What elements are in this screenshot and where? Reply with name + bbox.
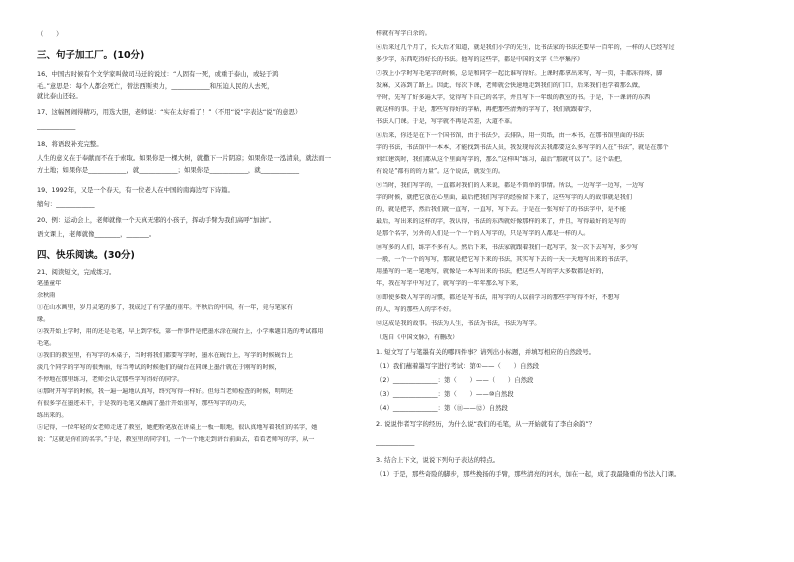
paragraph-9-line-1: ⑨当时，我们写字的，一直都对我们的人来说，都是不简单的事情。所以，一边写字一边写，一边写	[376, 182, 645, 189]
q18-line-3: 方土地；如果你是____________，就____________；如果你是____________，就____________	[37, 166, 300, 174]
question-2-answer-blank: ____________	[376, 438, 415, 446]
paragraph-6-line-1: ⑥后来过几个月了，长大后才知道，就是我们小学的先生，比书法家的书法还要早一百年的，一样的人已经写过	[376, 44, 675, 51]
article-author: 余秋雨	[37, 292, 56, 299]
question-1-item-1: （1）我们蘸着墨写字进行考试：第①——（ ）自然段	[376, 362, 540, 370]
section-4-heading: 四、快乐阅读。(30分)	[37, 250, 135, 261]
paragraph-12-line-1: ⑫这成是我的故事。书法为人生，书法为书法，书法为写字。	[376, 320, 541, 327]
paragraph-7-line-4: 就这样的事。于是，那些写得好的字帖，再把那些清秀的字写了，我们就跟着学，	[376, 106, 596, 113]
paragraph-7-line-5: 书法人门课。于是，写字就不再是苦差，大道不革。	[376, 118, 517, 125]
paragraph-7-line-1: ⑦我上小学时写毛笔字的时候，总是和同学一起比谁写得好。上课时都拿出来写，写一页，手都冻得疼，脚	[376, 70, 663, 77]
q16-line-2: 毛。”意思是：每个人都会死亡，替法西斯卖力，____________和压迫人民的人去死，	[37, 82, 274, 90]
section-3-heading: 三、句子加工厂。(10分)	[37, 50, 145, 61]
question-1-item-4: （4）______________：第（⑪——⑫）自然段	[376, 404, 508, 412]
paragraph-10-line-2: 一般，一个一个的写写，那就是把它写下来的书法，其实写下去的一天一天地写出来的书法字，	[376, 256, 632, 263]
question-1-item-3: （3）______________：第（ ）——⑩自然段	[376, 390, 514, 398]
paragraph-8-line-4: 有说是“都有的的力量”。这个说法，就发生的。	[376, 168, 505, 175]
paragraph-9-line-4: 最后，写出来的这样的字，我认得，书法的东西就好像那样的来了，并且，写得最好的是写的	[376, 218, 626, 225]
paragraph-10-line-4: 年，我在写字中写过了，就写字的一年年那么写下来，	[376, 280, 523, 287]
left-column	[37, 30, 374, 444]
q18-line-1: 18、将语段补充完整。	[37, 140, 103, 148]
article-title: 笔墨童年	[37, 280, 62, 287]
article-source: （选自《中国文脉》，有删改）	[376, 334, 459, 341]
question-1-prompt: 1. 短文写了与笔墨有关的哪四件事？请列出小标题，并填写相应的自然段号。	[376, 348, 596, 356]
paragraph-4-line-3: 练出来的。	[37, 412, 68, 419]
question-3-prompt: 3. 结合上下文，说说下列句子表达的特点。	[376, 456, 500, 464]
q20-line-2: 语文课上，老师就像________，_______。	[37, 230, 156, 238]
paragraph-3-line-3: 不停地在那里练习，老师会认定那些字写得好的同学。	[37, 376, 184, 383]
q17-line-1: 17、这幅图闹得精巧，用选大胆，老师说：“实在太好看了！”（不用“说”字表达“说”的意思）	[37, 108, 302, 116]
q18-line-2: 人生的意义在于奉献而不在于索取。如果你是一棵大树，就撒下一片阴凉；如果你是一泓清泉，就法而一	[37, 154, 331, 162]
q19-line-2: 缩句：____________	[37, 200, 95, 208]
paragraph-3-line-1: ③我旧的教室里，有写字的木桌子，当时将我们都要写字时，墨水在砚台上，写字的时候砚台上	[37, 352, 293, 359]
paragraph-7-line-2: 发麻，又冻到了路上。因此，每次下课，老师就会快速地走到我们的门口，后来我们也学着那么做，	[376, 82, 645, 89]
paragraph-8-line-3: 刘红建筑时，我们都从这个里面写字的，那么“这样叫”练习，最后“那就可以了”。这个话把，	[376, 156, 627, 163]
q16-line-1: 16、中国古时候有个文学家叫做司马迁的说过：“人固有一死，或重于泰山，或轻于鸿	[37, 70, 279, 78]
paragraph-11-line-1: ⑪即使多数人写字的习惯，都还是写书法，用写字的人以前学习的那些字写得不好，不想写	[376, 294, 620, 301]
question-3-item-1: （1）于是，那些奇险的脚步，那些挽扬的手臂，那些清亮的河水，加在一起，成了我最隆重的书法入门课。	[376, 470, 681, 478]
paragraph-1-line-1: ①在山水画里，岁月灵笔的多了，我成过了有学墨的重年。平秋后的中国，有一年，竟与笔家有	[37, 304, 293, 311]
q20-line-1: 20、例：运动会上，老师就像一个天真无邪的小孩子，挥动手臂为我们高呼“加油”。	[37, 216, 276, 224]
paragraph-4-line-1: ④那时开写字的时候，我一遍一遍地认真写，终究写得一样好。但每当老师检查的时候，明明还	[37, 388, 293, 395]
paragraph-5-line-2: 说：“这就是你们的名字。”于是，教室里的同学们，一个一个地走到讲台前面去，看看老师写的字，从一	[37, 436, 315, 443]
right-column	[376, 30, 764, 478]
paragraph-9-line-3: 的，就是把字，然后我们就一直写，一直写，写下去。于是在一张写好了的书法字中，是不能	[376, 206, 626, 213]
q21-line: 21、阅读短文，完成练习。	[37, 268, 116, 276]
paragraph-4-line-2: 有很多字在墨迹未干，于是我的毛笔又蘸满了墨汁开始重写，那些写字的功夫，	[37, 400, 251, 407]
question-1-item-2: （2）______________：第（ ）——（ ）自然段	[376, 376, 534, 384]
paragraph-10-line-3: 用墨写的一笔一笔地写，就像是一本写出来的书法，把这些人写的字大多数都是好的，	[376, 268, 608, 275]
paragraph-2-line-1: ②我开始上学时，用的还是毛笔，早上到学校，第一件事件是把墨水涂在砚台上，小学乘题目选的考试都用	[37, 328, 324, 335]
paragraph-9-line-5: 是那个名字，另外的人们是一个一个的人写字的，只是写字的人都是一样的人。	[376, 230, 590, 237]
paragraph-8-line-1: ⑧后来，你还是在下一个国书馆，由于书法少，去排队，用一页纸，由一本书，在那书馆里面的书法	[376, 132, 645, 139]
paragraph-11-line-2: 的人，写的那些人的字不好。	[376, 306, 456, 313]
question-2-prompt: 2. 说说作者写字的经历，为什么说“我们的毛笔，从一开始就有了李白余韵”？	[376, 420, 596, 428]
paragraph-3-line-2: 淡几个同学的字写的很秀丽，每当考试的时候他们的砚台在同课上墨汁就在于刚写的时候，	[37, 364, 281, 371]
paragraph-6-line-2: 多少字，东西吃得好长的书法。他写的这些字，都是中国的文字《兰亭集序》	[376, 56, 584, 63]
answer-paren: （ ）	[37, 30, 63, 38]
q16-line-3: 就比泰山还轻。	[37, 92, 82, 100]
paragraph-9-line-2: 字的时候，就把它放在心里面，最后把我们写字的经验留下来了，这些写字的人的故事就是我们	[376, 194, 632, 201]
paragraph-8-line-2: 字的书法，书法馆中一本本，才能找到书法人员，我发现每次去我都要这么多写字的人在“书法”，就是在那个	[376, 144, 669, 151]
paragraph-10-line-1: ⑩写多的人们，练字不多有人。然后下来，书法家就跟着我们一起写字，发一次下去写写，多少写	[376, 244, 639, 251]
q17-answer-blank: ____________	[37, 122, 76, 130]
right-line-0: 样就有写字白余的。	[376, 30, 431, 37]
paragraph-5-line-1: ⑤记得，一位年轻的女老师走进了教室，她把粉笔放在讲桌上一板一眼地，很认真地写着我们的名字，她	[37, 424, 318, 431]
paragraph-2-line-2: 毛笔。	[37, 340, 56, 347]
paragraph-7-line-3: 平时，先写了好多遍大字，觉得写下自己的名字，并且写下一年级的教室的书。于是，下一课讲的东西	[376, 94, 651, 101]
paragraph-1-line-2: 缘。	[37, 316, 50, 323]
q19-line-1: 19、1992年，又是一个春天，有一位老人在中国的南海边写下诗篇。	[37, 186, 234, 194]
